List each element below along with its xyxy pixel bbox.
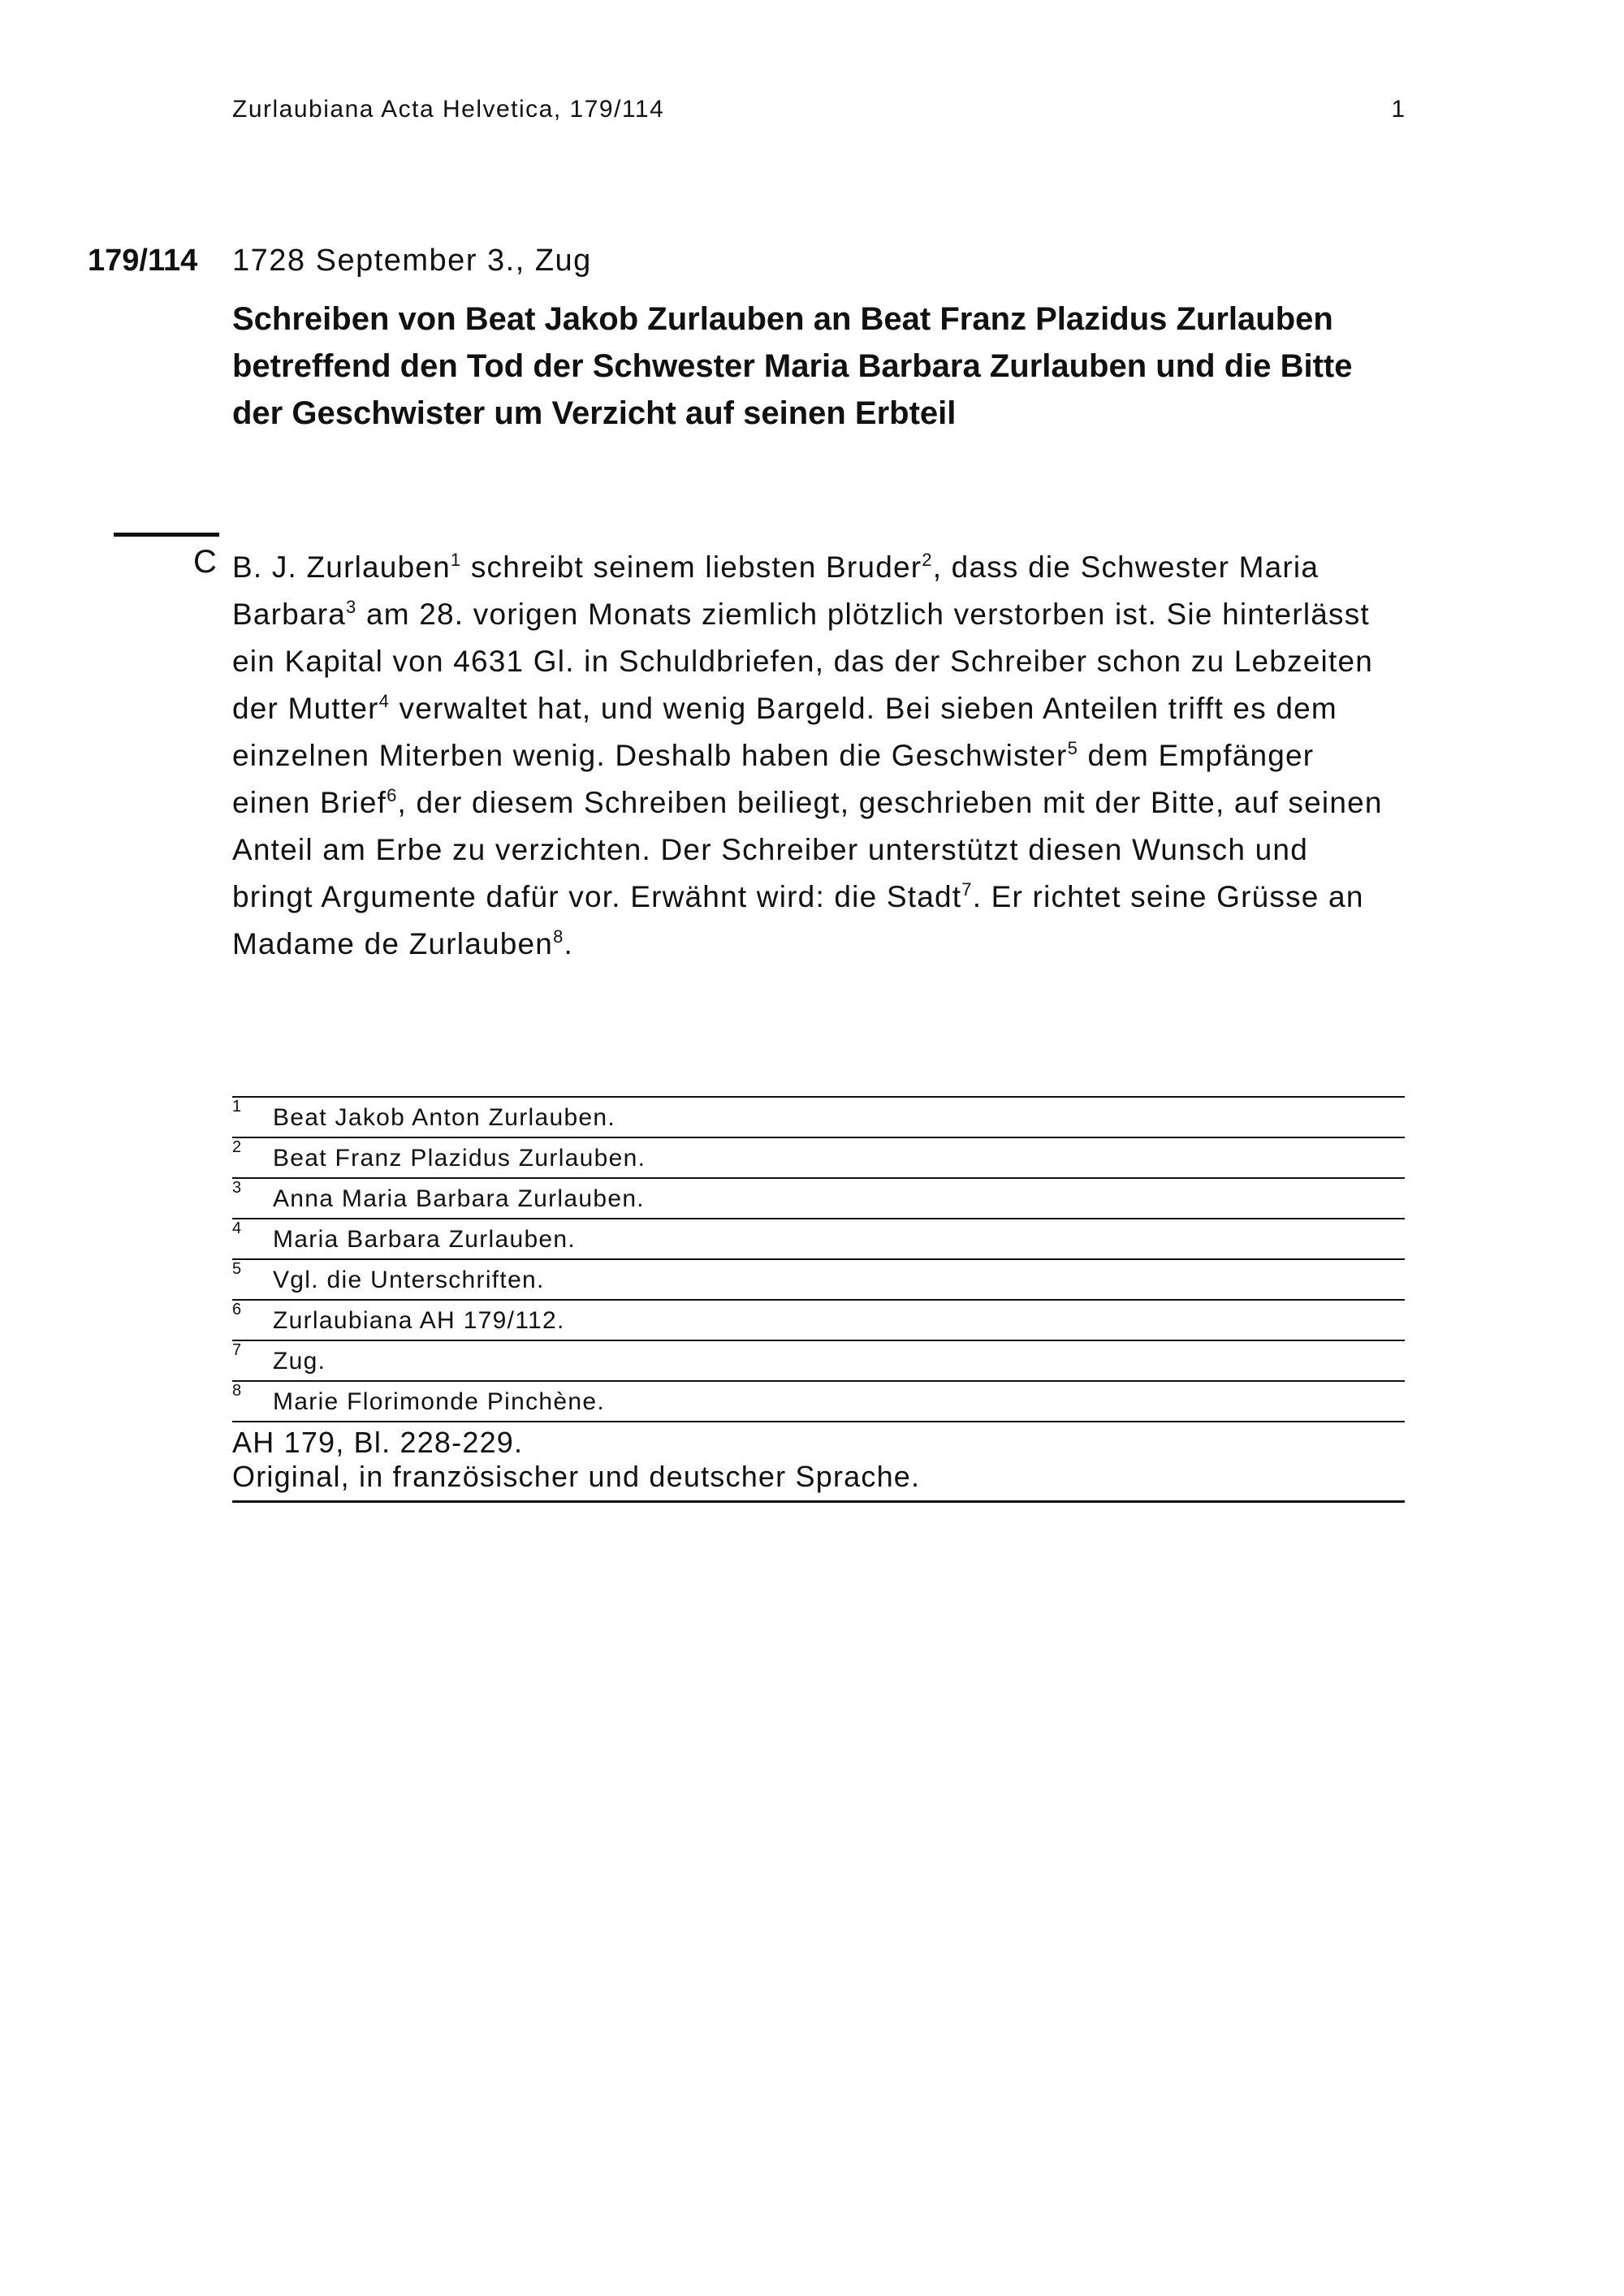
- footnote-text: Vgl. die Unterschriften.: [273, 1267, 545, 1293]
- footnote-ref: 6: [387, 785, 398, 805]
- footnotes: [232, 1096, 1405, 1422]
- document-date-place: 1728 September 3., Zug: [232, 244, 592, 278]
- source-archive-reference: AH 179, Bl. 228-229.: [232, 1426, 524, 1459]
- source-description: Original, in französischer und deutscher Sprache.: [232, 1460, 921, 1493]
- footnote-text: Anna Maria Barbara Zurlauben.: [273, 1185, 645, 1212]
- footnote: [232, 1096, 1405, 1137]
- footnote-text: Marie Florimonde Pinchène.: [273, 1388, 605, 1415]
- footnote: [232, 1299, 1405, 1340]
- footnote-ref: 2: [922, 550, 933, 570]
- footnote-text: Beat Franz Plazidus Zurlauben.: [273, 1145, 646, 1172]
- footnote-number: 7: [232, 1341, 243, 1359]
- footnote-number: 3: [232, 1179, 243, 1197]
- footnote-number: 1: [232, 1098, 243, 1116]
- footnote: [232, 1340, 1405, 1380]
- footnote-ref: 8: [553, 926, 564, 947]
- document-number: 179/114: [88, 244, 198, 278]
- footnote-text: Zug.: [273, 1348, 326, 1375]
- footnote-ref: 5: [1067, 738, 1078, 758]
- footnote-ref: 4: [378, 691, 391, 711]
- running-header-title: Zurlaubiana Acta Helvetica, 179/114: [232, 96, 665, 123]
- footnote-number: 5: [232, 1260, 243, 1278]
- footnote-number: 6: [232, 1301, 243, 1318]
- page-number: 1: [1391, 96, 1405, 123]
- footnote-ref: 7: [961, 879, 973, 900]
- footnote: [232, 1177, 1405, 1218]
- footnote-number: 2: [232, 1138, 243, 1156]
- regest-text: B. J. Zurlauben$^1$ schreibt seinem liebsten Bruder$^2$, dass die Schwester Maria Barbara$^3$ am 28. vorigen Monats ziemlich plötzlich verstorben ist. Sie hinterlässt ein Kapital von 4631 Gl. in Schuldbriefen, das der Schreiber schon zu Lebzeiten der Mutter$^4$ verwaltet hat, und wenig Bargeld. Bei sieben Anteilen trifft es dem einzelnen Miterben wenig. Deshalb haben die Geschwister$^5$ dem Empfänger einen Brief$^6$, der diesem Schreiben beiliegt, geschrieben mit der Bitte, auf seinen Anteil am Erbe zu verzichten. Der Schreiber unterstützt diesen Wunsch und bringt Argumente dafür vor. Erwähnt wird: die Stadt$^7$. Er richtet seine Grüsse an Madame de Zurlauben$^8$.: [232, 550, 1383, 960]
- footnote: [232, 1137, 1405, 1177]
- footnote: [232, 1380, 1405, 1422]
- footnote-ref: 1: [450, 550, 462, 570]
- footnote-ref: 3: [346, 597, 357, 617]
- source-note: [232, 1426, 1405, 1503]
- footnote-text: Maria Barbara Zurlauben.: [273, 1226, 577, 1253]
- footnote-number: 8: [232, 1382, 243, 1400]
- footnote-number: 4: [232, 1219, 243, 1237]
- footnote: [232, 1258, 1405, 1299]
- footnote-text: Zurlaubiana AH 179/112.: [273, 1307, 565, 1334]
- margin-letter: C: [193, 544, 217, 580]
- footnote-text: Beat Jakob Anton Zurlauben.: [273, 1104, 616, 1131]
- document-title: Schreiben von Beat Jakob Zurlauben an Beat Franz Plazidus Zurlauben betreffend den Tod der Schwester Maria Barbara Zurlauben und die Bitte der Geschwister um Verzicht auf seinen Erbteil: [232, 301, 1353, 431]
- margin-rule: [114, 533, 219, 537]
- footnote: [232, 1218, 1405, 1258]
